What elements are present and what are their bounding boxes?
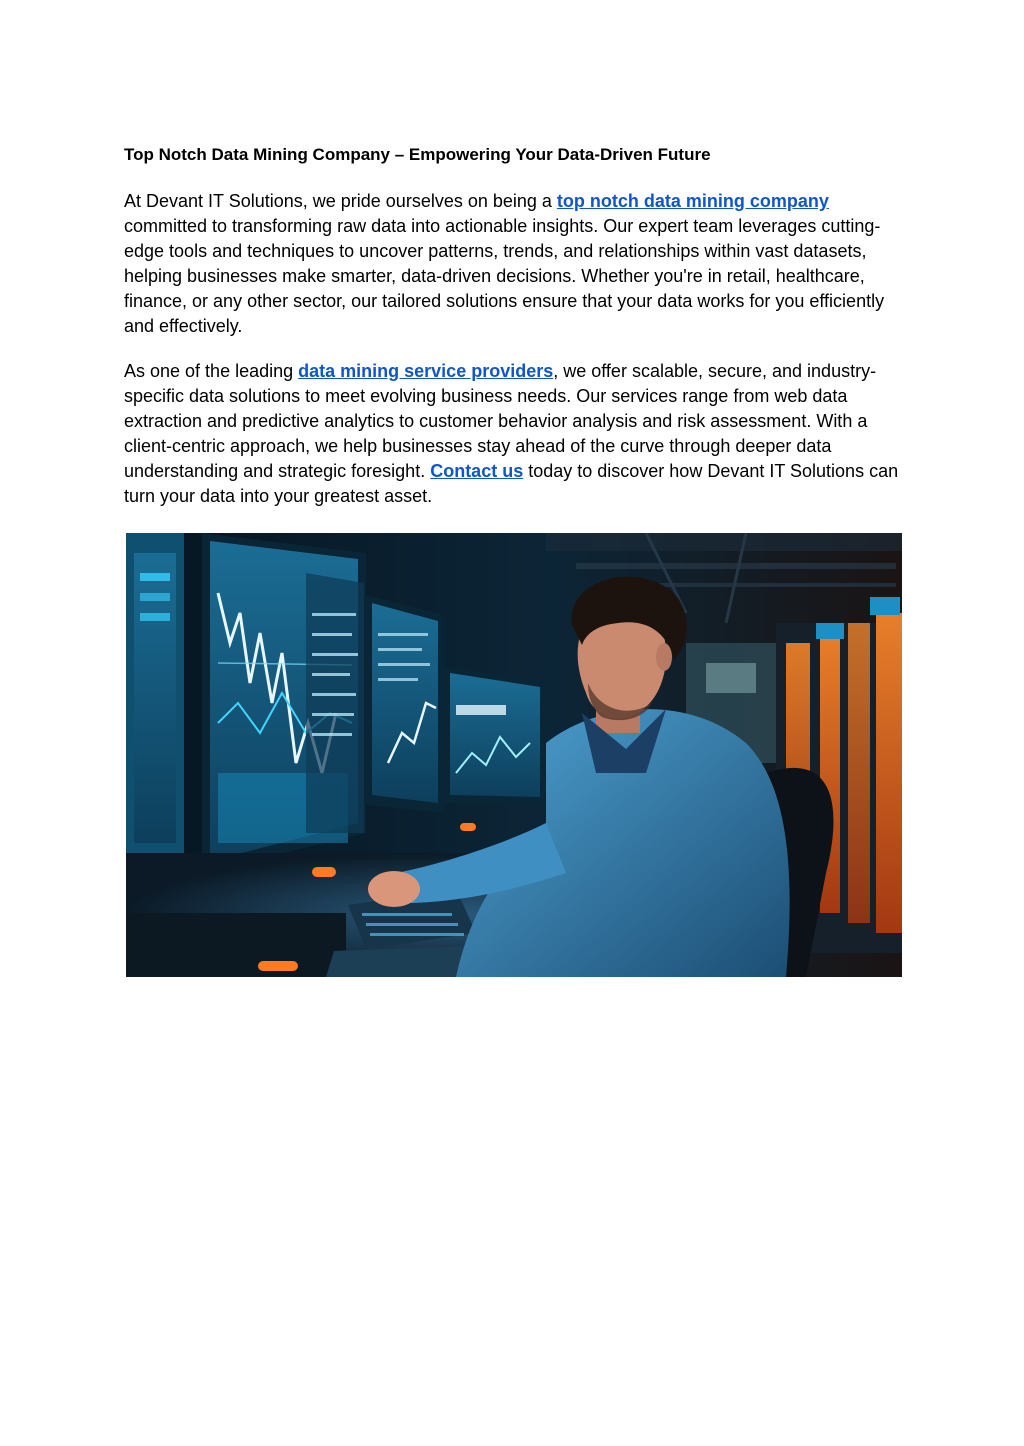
top-notch-data-mining-link[interactable]: top notch data mining company (556, 191, 829, 211)
page-title: Top Notch Data Mining Company – Empowering Your Data-Driven Future (124, 145, 711, 164)
intro-text-before: At Devant IT Solutions, we pride ourselves on being a (124, 191, 557, 211)
intro-paragraph (124, 189, 904, 339)
second-monitor (366, 595, 444, 813)
data-panel (306, 573, 364, 833)
third-monitor (444, 667, 546, 805)
document-body (124, 142, 904, 529)
contact-us-link[interactable]: Contact us (430, 461, 524, 481)
data-mining-providers-link[interactable]: data mining service providers (298, 361, 554, 381)
services-text-before: As one of the leading (124, 361, 299, 381)
intro-text-after: committed to transforming raw data into actionable insights. Our expert team leverages cutting-edge tools and techniques to uncover patterns, trends, and relationships within vast datasets, helping businesses make smarter, data-driven decisions. Whether you're in retail, healthcare, finance, or any other sector, our tailored solutions ensure that your data works for you efficiently and effectively. (124, 216, 885, 336)
services-text-after: today to discover how Devant IT Solutions can turn your data into your greatest asset. (124, 461, 899, 506)
services-paragraph (124, 359, 904, 509)
data-analyst-photo (126, 533, 902, 977)
services-text-middle: , we offer scalable, secure, and industry-specific data solutions to meet evolving business needs. Our services range from web data extraction and predictive analytics to customer behavior analysis and risk assessment. With a client-centric approach, we help businesses stay ahead of the curve through deeper data understanding and strategic foresight. (124, 361, 877, 481)
